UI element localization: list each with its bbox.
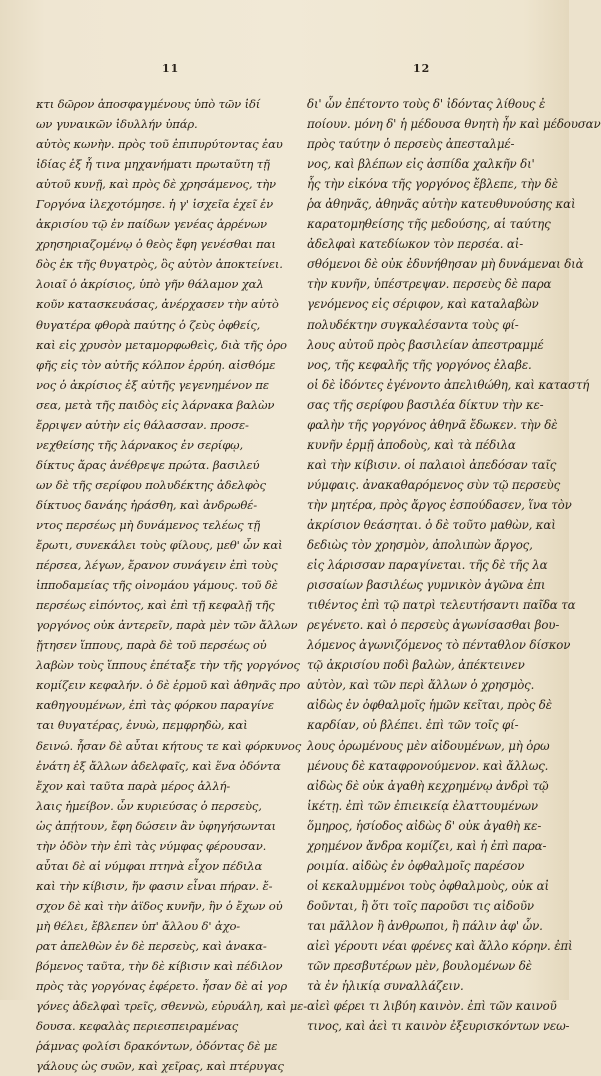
text-line: ὡς ἀπῄτουν, ἔφη δώσειν ἂν ὑφηγήσωνται xyxy=(36,818,276,833)
text-line: ροιμία. αἰδὼς ἐν ὀφθαλμοῖς παρέσον xyxy=(307,858,525,873)
text-line: κτι δῶρον ἀποσφαγμένους ὑπὸ τῶν ἰδί xyxy=(36,97,261,111)
text-line: οἱ δὲ ἰδόντες ἐγένοντο ἀπελιθώθη, καὶ καταστή xyxy=(307,377,590,392)
text-line: ἀκρισίου τῷ ἐν παίδων γενέας ἀρρένων xyxy=(36,217,267,232)
text-line: αὗται δὲ αἱ νύμφαι πτηνὰ εἶχον πέδιλα xyxy=(36,858,263,873)
text-line: τῶν πρεσβυτέρων μὲν, βουλομένων δὲ xyxy=(307,959,532,974)
left-page-number: 11 xyxy=(162,62,180,75)
text-line: λαβὼν τοὺς ἵππους ἐπέταξε τὴν τῆς γοργόνος xyxy=(36,658,300,673)
text-line: τῷ ἀκρισίου ποδὶ βαλὼν, ἀπέκτεινεν xyxy=(307,658,525,673)
text-line: σχον δὲ καὶ τὴν ἀϊδος κυνῆν, ἣν ὁ ἔχων οὐ xyxy=(36,898,283,913)
text-line: καὶ τὴν κίβισιν, ἥν φασιν εἶναι πήραν. ἔ- xyxy=(36,878,273,893)
text-line: ρατ ἀπελθὼν ἐν δὲ περσεὺς, καὶ ἀνακα- xyxy=(36,938,267,953)
text-line: πρὸς ταύτην ὁ περσεὺς ἀπεσταλμέ- xyxy=(307,137,515,152)
text-line: χρησηριαζομένῳ ὁ θεὸς ἔφη γενέσθαι παι xyxy=(36,237,276,252)
text-line: τὴν κυνῆν, ὑπέστρεψαν. περσεὺς δὲ παρα xyxy=(307,277,552,292)
text-line: εἰς λάρισσαν παραγίνεται. τῆς δὲ τῆς λα xyxy=(307,558,548,573)
text-line: καθηγουμένων, ἐπὶ τὰς φόρκου παραγίνε xyxy=(36,698,275,713)
text-line: σας τῆς σερίφου βασιλέα δίκτυν τὴν κε- xyxy=(307,397,544,412)
text-line: καὶ τὴν κίβισιν. οἱ παλαιοὶ ἀπεδόσαν ταῖς xyxy=(307,457,557,472)
text-line: νος, καὶ βλέπων εἰς ἀσπίδα χαλκῆν δι' xyxy=(307,157,535,172)
text-line: τιθέντος ἐπὶ τῷ πατρὶ τελευτήσαντι παῖδα τα xyxy=(307,598,576,613)
text-line: πέρσεα, λέγων, ἔρανον συνάγειν ἐπὶ τοὺς xyxy=(36,558,278,573)
text-line: ῥάμνας φολίσι δρακόντων, ὀδόντας δὲ με xyxy=(36,1039,278,1054)
text-line: καὶ εἰς χρυσὸν μεταμορφωθεὶς, διὰ τῆς ὀρο xyxy=(36,337,287,352)
text-line: τὰ ἐν ἡλικίᾳ συναλλάζειν. xyxy=(307,979,464,994)
text-line: γοργόνος οὐκ ἀντερεῖν, παρὰ μὲν τῶν ἄλλων xyxy=(36,618,298,633)
text-line: ἧς τὴν εἰκόνα τῆς γοργόνος ἔβλεπε, τὴν δὲ xyxy=(307,177,558,192)
text-line: Γοργόνα ἱλεχοτόμησε. ἡ γ' ἰσχεῖα ἐχεῖ ἐν xyxy=(36,197,273,212)
text-line: ρισσαίων βασιλέως γυμνικὸν ἀγῶνα ἐπι xyxy=(307,578,546,593)
text-line: νος ὁ ἀκρίσιος ἐξ αὐτῆς γεγενημένον πε xyxy=(36,377,269,392)
text-line: αἰεὶ γέρουτι νέαι φρένες καὶ ἄλλο κόρην. ἐπὶ xyxy=(307,938,573,953)
text-line: καρατομηθείσης τῆς μεδούσης, αἱ ταύτης xyxy=(307,217,551,232)
text-line: ἐνάτη ἐξ ἄλλων ἀδελφαῖς, καὶ ἕνα ὀδόντα xyxy=(36,758,281,773)
text-line: ἔχον καὶ ταῦτα παρὰ μέρος ἀλλή- xyxy=(36,778,231,793)
text-line: αὐτὸν, καὶ τῶν περὶ ἄλλων ὁ χρησμὸς. xyxy=(307,678,535,693)
text-line: κομίζειν κεφαλήν. ὁ δὲ ἑρμοῦ καὶ ἀθηνᾶς προ xyxy=(36,678,301,693)
text-line: ται θυγατέρας, ἐνυὼ, πεμφρηδὼ, καὶ xyxy=(36,718,248,733)
text-line: κοῦν κατασκευάσας, ἀνέρχασεν τὴν αὐτὸ xyxy=(36,297,279,312)
text-line: μένους δὲ καταφρονούμενον. καὶ ἄλλως. xyxy=(307,758,549,773)
text-line: ἀδελφαὶ κατεδίωκον τὸν περσέα. αἰ- xyxy=(307,237,524,252)
text-line: αὐτοῦ κυνῇ, καὶ πρὸς δὲ χρησάμενος, τὴν xyxy=(36,177,276,192)
text-line: δεινώ. ἦσαν δὲ αὗται κήτους τε καὶ φόρκυνος xyxy=(36,738,302,753)
text-line: αὐτὸς κωνὴν. πρὸς τοῦ ἐπιπυρύτοντας ἐαυ xyxy=(36,137,283,152)
text-line: γάλους ὡς συῶν, καὶ χεῖρας, καὶ πτέρυγας xyxy=(36,1059,284,1074)
text-line: νος, τῆς κεφαλῆς τῆς γοργόνος ἐλαβε. xyxy=(307,357,532,372)
text-line: δίκτυος δανάης ἠράσθη, καὶ ἀνδρωθέ- xyxy=(36,497,258,512)
text-line: ἀκρίσιον θεάσηται. ὁ δὲ τοῦτο μαθὼν, καὶ xyxy=(307,517,556,532)
text-line: δεδιὼς τὸν χρησμὸν, ἀπολιπὼν ἄργος, xyxy=(307,538,533,553)
text-line: ντος περσέως μὴ δυνάμενος τελέως τῇ xyxy=(36,517,261,532)
text-line: ἔρωτι, συνεκάλει τοὺς φίλους, μεθ' ὧν καὶ xyxy=(36,538,283,553)
text-line: περσέως εἰπόντος, καὶ ἐπὶ τῇ κεφαλῇ τῆς xyxy=(36,598,275,613)
text-line: τινος, καὶ ἀεὶ τι καινὸν ἐξευρισκόντων νεω- xyxy=(307,1019,570,1034)
text-line: τὴν μητέρα, πρὸς ἄργος ἐσπούδασεν, ἵνα τὸν xyxy=(307,497,572,512)
text-line: ῥα ἀθηνᾶς, ἀθηνᾶς αὐτὴν κατευθυνούσης καὶ xyxy=(307,197,576,212)
text-line: ται μᾶλλον ἢ ἀνθρωποι, ἢ πάλιν ἀφ' ὧν. xyxy=(307,918,543,933)
text-line: πολυδέκτην συγκαλέσαντα τοὺς φί- xyxy=(307,317,519,332)
left-text-column xyxy=(36,94,308,1076)
text-line: λοιαῖ ὁ ἀκρίσιος, ὑπὸ γῆν θάλαμον χαλ xyxy=(36,277,264,292)
text-line: δὸς ἐκ τῆς θυγατρὸς, ὃς αὐτὸν ἀποκτείνει. xyxy=(36,257,283,272)
text-line: λους ὁρωμένους μὲν αἰδουμένων, μὴ ὁρω xyxy=(307,738,550,753)
text-line: μὴ θέλει, ἔβλεπεν ὑπ' ἄλλου δ' ἀχο- xyxy=(36,918,241,933)
text-line: λαις ἠμείβον. ὧν κυριεύσας ὁ περσεὺς, xyxy=(36,798,262,813)
text-line: ᾔτησεν ἵππους, παρὰ δὲ τοῦ περσέως οὐ xyxy=(36,638,267,653)
right-page-number: 12 xyxy=(413,62,431,75)
text-line: θυγατέρα φθορὰ παύτης ὁ ζεὺς ὀφθείς, xyxy=(36,317,261,332)
text-line: λόμενος ἀγωνιζόμενος τὸ πένταθλον δίσκον xyxy=(307,638,571,653)
text-line: αἰεὶ φέρει τι λιβύη καινὸν. ἐπὶ τῶν καινοῦ xyxy=(307,999,557,1014)
text-line: ων δὲ τῆς σερίφου πολυδέκτης ἀδελφὸς xyxy=(36,477,266,492)
text-line: σθόμενοι δὲ οὐκ ἐδυνήθησαν μὴ δυνάμεναι διὰ xyxy=(307,257,584,272)
text-line: γόνες ἀδελφαὶ τρεῖς, σθεννὼ, εὐρυάλη, καὶ με- xyxy=(36,999,308,1014)
text-line: ρεγένετο. καὶ ὁ περσεὺς ἀγωνίσασθαι βου- xyxy=(307,618,560,633)
text-line: δι' ὧν ἐπέτοντο τοὺς δ' ἰδόντας λίθους ἐ xyxy=(307,97,546,111)
text-line: καρδίαν, οὐ βλέπει. ἐπὶ τῶν τοῖς φί- xyxy=(307,718,519,733)
text-line: νύμφαις. ἀνακαθαρόμενος σὺν τῷ περσεὺς xyxy=(307,477,561,492)
text-line: ποίουν. μόνη δ' ἡ μέδουσα θνητὴ ἦν καὶ μέδουσαν xyxy=(307,117,601,132)
text-line: ἱπποδαμείας τῆς οἰνομάου γάμους. τοῦ δὲ xyxy=(36,578,278,593)
text-line: βόμενος ταῦτα, τὴν δὲ κίβισιν καὶ πέδιλον xyxy=(36,959,283,974)
text-line: δοῦνται, ἢ ὅτι τοῖς παροῦσι τις αἰδοῦν xyxy=(307,898,534,913)
text-line: πρὸς τὰς γοργόνας ἐφέρετο. ἦσαν δὲ αἱ γορ xyxy=(36,979,288,994)
text-line: τὴν ὁδὸν τὴν ἐπὶ τὰς νύμφας φέρουσαν. xyxy=(36,838,267,853)
text-line: ἰδίας ἐξ ἦ τινα μηχανήματι πρωταῦτη τῇ xyxy=(36,157,270,172)
text-line: νεχθείσης τῆς λάρνακος ἐν σερίφῳ, xyxy=(36,437,244,452)
text-line: φαλὴν τῆς γοργόνος ἀθηνᾶ ἔδωκεν. τὴν δὲ xyxy=(307,417,558,432)
text-line: λους αὐτοῦ πρὸς βασιλείαν ἀπεστραμμέ xyxy=(307,337,544,352)
text-line: χρημένον ἄνδρα κομίζει, καὶ ἡ ἐπὶ παρα- xyxy=(307,838,547,853)
text-line: αἰδὼς δὲ οὐκ ἀγαθὴ κεχρημένῳ ἀνδρὶ τῷ xyxy=(307,778,549,793)
right-text-column xyxy=(307,94,601,1036)
text-line: ἔρριψεν αὐτὴν εἰς θάλασσαν. προσε- xyxy=(36,417,249,432)
text-line: φῆς εἰς τὸν αὐτῆς κόλπον ἐρρύη. αἰσθόμε xyxy=(36,357,276,372)
text-line: γενόμενος εἰς σέριφον, καὶ καταλαβὼν xyxy=(307,297,539,312)
text-line: ὅμηρος, ἡσίοδος αἰδὼς δ' οὐκ ἀγαθὴ κε- xyxy=(307,818,542,833)
text-line: ων γυναικῶν ἰδυλλήν ὑπάρ. xyxy=(36,117,198,132)
text-line: αἰδὼς ἐν ὀφθαλμοῖς ἡμῶν κεῖται, πρὸς δὲ xyxy=(307,698,552,713)
text-line: ἱκέτῃ. ἐπὶ τῶν ἐπιεικείᾳ ἐλαττουμένων xyxy=(307,798,538,813)
text-line: δίκτυς ἄρας ἀνέθρεψε πρώτα. βασιλεύ xyxy=(36,457,260,472)
text-line: οἱ κεκαλυμμένοι τοὺς ὀφθαλμοὺς, οὐκ αἰ xyxy=(307,878,549,893)
text-line: κυνῆν ἑρμῇ ἀποδοὺς, καὶ τὰ πέδιλα xyxy=(307,437,516,452)
text-line: δουσα. κεφαλὰς περιεσπειραμένας xyxy=(36,1019,239,1034)
text-line: σεα, μετὰ τῆς παιδὸς εἰς λάρνακα βαλὼν xyxy=(36,397,275,412)
